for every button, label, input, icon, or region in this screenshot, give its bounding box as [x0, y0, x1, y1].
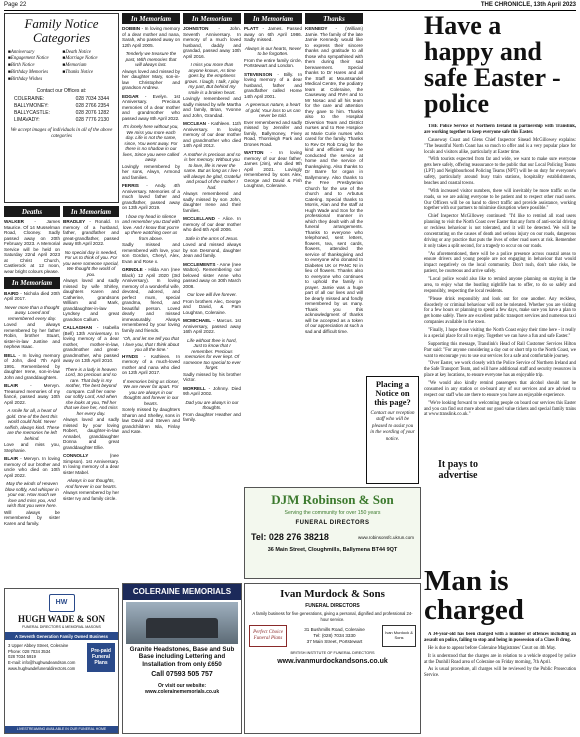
ad-phone: Call 07593 505 757 [151, 671, 213, 679]
section-header-memoriam: In Memoriam [244, 13, 302, 24]
article-paragraph: THE Police Service of Northern Ireland in partnership with Translink, are working together to keep everyone safe this Easter. [424, 124, 576, 135]
notice-entry: Always loved and sadly missed by wife Shirley, daughters Karen and Catherine, grandsons William and Mark, granddaughter-in-law Lyndsey and great grandson Callum. [63, 278, 119, 322]
headstone-image [126, 602, 238, 644]
category-item: ■ Anniversary [8, 50, 61, 56]
notice-verse: A generous nature, a heart of gold, Your loss to us can never be told. [245, 102, 301, 119]
notice-entry: Sadly missed by his brother Victor. [183, 371, 241, 383]
column-3 [122, 13, 180, 581]
page-number: Page 22 [4, 2, 27, 9]
notice-entry: Lovingly remembered by her sons, Alwyn, Armond and families. [122, 163, 180, 180]
section-header-deaths: Deaths [4, 206, 60, 217]
ad-address: 31 Bushmills Road, Coleraine Tel: (028) 7034 3330 37 Main Street, Portstewart [304, 626, 365, 645]
ad-business-name: HUGH WADE & SON [17, 614, 106, 624]
notice-entry: Always loved and sadly missed by your loving Robert, daughter-in-law Annabel, granddaughter Donna and great granddaughter Ellie. [63, 417, 119, 450]
category-list [8, 50, 115, 83]
notice-entry: MCCLELLAND - Alice. In memory of our dear mother who died 6th April 2006. [183, 216, 241, 233]
ad-coleraine-memorials [122, 583, 242, 734]
notice-verse: Always in our hearts, Never to be forgotten. [244, 45, 302, 57]
article-paragraph: As is usual procedure, all charges will be reviewed by the Public Prosecution Service. [424, 667, 576, 679]
notice-entry: GRINDLE - Hilda Ann (nee Black) 12 April 2020 (3rd Anniversary). In loving memory of a wonderful wife, devoted, adored, and perfect mum, special grandma, friend, and beautiful person. Loved dearly and missed immeasurably. Always remembered by your loving family and friends. [122, 267, 180, 333]
notice-verse: 'Oh, and let me tell you that I love you, that I think about you all the time.' [122, 336, 180, 353]
advertise-slogan: It pays to advertise [437, 459, 478, 481]
ad-offer: Granite Headstones, Base and Sub Base including Lettering and Installation from only £650 [129, 645, 235, 668]
article-paragraph: Supporting this message, Translink's Head of Rail Customer Services Hilton Parr said: "For anyone considering a day out or short trip to the North Coast, we want to encourage you to use our services for a safe and comfortable journey. [424, 341, 576, 359]
page-header [4, 2, 576, 11]
article-paragraph: "With increased visitor numbers, there will inevitably be more traffic on the roads, so we are asking everyone to be patient and to respect other road users. Our Officers will be on hand to direct traffic and provide assistance, working together with our partners to minimise disruption where possible." [424, 188, 576, 212]
notice-entry: BELL - In loving memory of John, died 7th April 1991. Remembered by daughter Irene, son-in-law John and granddaughters. [4, 352, 60, 380]
notice-entry: EDGAR - Evelyn. 1st Anniversary. Precious memories of a dear mother and grandmother who passed away 8th April 2022. [122, 93, 180, 121]
notice-entry: Sadly missed and remembered with love, your son Gordon, Cheryl, Alex, Evan and Rose x. [122, 242, 180, 264]
article-paragraph: "Local police would also like to remind anyone planning on staying in the area, to enjoy what the bustling nightlife has to offer, to do so safely and responsibly, respecting the local residents. [424, 277, 576, 294]
ad-tagline: A Seventh Generation Family Owned Business [5, 632, 118, 640]
notice-entry: Always remembered and sadly missed by son John, daughter Irene and their families. [183, 191, 241, 213]
notice-verse: Dad you are always in our thoughts. [185, 399, 239, 411]
article-paragraph: He is due to appear before Coleraine Magistrates' Court on 4th May. [428, 645, 557, 651]
notice-entry: Loved and missed always by son Desmond, daughter Jean and family. [183, 242, 241, 259]
notice-verse: A mother is precious and so is her memory. Without you to love, life is never the same. But as long as I live I will always be glad, Grateful and proud of the mother I had. [183, 151, 241, 190]
notice-entry: PLATT - James. Passed away on 6th April 1986. Sadly missed. [244, 26, 302, 43]
notice-entry: HYNDS - Kathleen. In memory of a much-loved mother and nana who died on 12th April 2017. [122, 353, 180, 376]
notice-entry: From brothers Alec, George and David, & Pam Loughran, Coleraine. [183, 298, 241, 315]
notice-entry: MCMICHAEL - Marcus. 1st Anniversary, passed away 16th April 2022. [183, 318, 241, 335]
column-4 [183, 13, 241, 581]
news-article-easter [424, 124, 576, 567]
notice-entry: MCCLEAN - Kathleen. 11th Anniversary. In loving memory of our dear mother and grandmother who died 14th April 2012. [183, 121, 241, 149]
ad-description: A family business for five generations, giving a personal, dignified and professional 24-hour service. [252, 611, 413, 622]
ad-ivan-murdock [244, 583, 421, 734]
notice-entry: Always loved and missed by her daughter Mary, son-in-law Christopher and grandson Andrew. [122, 68, 180, 91]
ad-service: FUNERAL DIRECTORS [295, 519, 370, 526]
ad-business-name: Ivan Murdock & Sons [280, 588, 385, 600]
column-1 [4, 206, 60, 584]
ad-subtitle: FUNERAL DIRECTORS & MEMORIAL MASONS [22, 624, 101, 629]
article-paragraph: "As aforementioned, there will be a police presence across coastal areas to ensure drivers and young people are not engaging in behaviour that would impact negatively on the local community. Don't rush, don't take risks, be patient, be courteous and arrive safely. [424, 251, 576, 275]
notice-verse: A smile for all, a heart of gold. One of the best this world could hold. Never selfish, always kind. These are the memories he left behind. [4, 408, 60, 441]
notice-entry: Love and miss you, Stephanie. [4, 442, 60, 453]
family-notice-title: Family Notice Categories [24, 16, 99, 46]
contact-heading: Contact our Offices at: [36, 88, 87, 95]
notice-entry: STEVENSON - Billy. In loving memory of a dear husband, father and grandfather called Home 14th April 2001. [244, 71, 302, 99]
notice-verse: I bow my head in silence and remember you Dad with love. And I know that you're up there watching over us from above. [122, 213, 180, 241]
office-row: LIMAVADY: 028 7776 2130 [14, 116, 109, 123]
notice-entry: Always remembered by her sister Ivy and family circle. [63, 490, 119, 501]
column-5 [244, 13, 302, 483]
notice-verse: No special day is needed, For us to think of you. For you were someone special, We thought the world of you. [63, 249, 119, 277]
notice-verse: Our love will live forever. [187, 292, 237, 298]
section-header-memoriam: In Memoriam [122, 13, 180, 24]
notice-entry: Will always be remembered by sister Karen and family. [4, 509, 60, 526]
ad-subtitle: Serving the community for over 150 years [284, 509, 381, 516]
ad-footer: LIVESTREAMING AVAILABLE IN OUR FUNERAL HOME [5, 726, 118, 733]
notice-entry: MCCLEMENTS - Anne (nee Walton). Remembering our beloved sister Anne who passed away on 30th March 2008. [183, 261, 241, 289]
ad-business-name: DJM Robinson & Son [271, 492, 394, 507]
hugh-wade-logo: HW [49, 594, 75, 612]
notice-verse: Life without thee is hard, Just to know that I remember. Precious memories for ever kept. Of someone too special to ever forget. [183, 337, 241, 371]
article-paragraph: It is understood that the charges are in relation to a vehicle stopped by police at the Dunhill Road area of Coleraine on Friday morning, 7th April. [424, 653, 576, 665]
notice-verse: May the winds of Heaven blow softly, And whisper in your ear. How much we love and miss you, And wish that you were here. [5, 481, 59, 509]
placing-notice-title: Placing a Notice on this page? [374, 379, 411, 407]
category-item: ■ Birthday Memories [8, 70, 61, 76]
notice-entry: Loved and always remembered by her father Robin, brother Stuart, sister-in-law Justine and nephew Isaac. [4, 322, 60, 350]
notice-verse: If memories bring us closer, We are never far apart. For you are always in our thoughts and forever in our hearts. [122, 378, 180, 406]
notice-verse: Always in our thoughts, And forever in our hearts. [65, 478, 117, 489]
ad-website: Or visit our website: www.colerainememorials.co.uk [144, 682, 220, 695]
headline-man-charged: Man is charged [424, 565, 524, 626]
category-item: ■ Death Notice [63, 50, 116, 56]
perfect-choice-logo: Perfect Choice Funeral Plans [249, 625, 287, 647]
notice-entry: CONNOLLY (nee Simpson). 1st Anniversary. In loving memory of a dear sister Mabel. [63, 453, 119, 475]
ad-website: www.robinsonsfc.ukrun.com [357, 534, 414, 540]
notice-entry: FERRIS - Andy. 4th Anniversary. Memories of a much loved father and grandfather, passed away on 13th April 2019. [122, 183, 180, 211]
ad-address: 36 Main Street, Cloughmills, Ballymena BT44 9QT [267, 546, 398, 553]
ad-hugh-wade [4, 588, 119, 734]
column-6 [305, 13, 363, 483]
publication-date: THE CHRONICLE, 13th April 2023 [480, 2, 576, 9]
notice-verse: It's lonely here without you, We miss you more each day. Life is not the same, since, You went away. For there is no shadow in our lives, Since you were called away. [122, 124, 180, 163]
ad-service: FUNERAL DIRECTORS [305, 603, 360, 610]
column-2 [63, 206, 119, 584]
notice-entry: Sorely missed by daughters Sharon and Shelley, sons in law David and Steven and grandchildren Isla, Finlay and Kate. [122, 407, 180, 435]
ad-phone: Tel: 028 276 38218 [251, 532, 329, 543]
category-item: ■ Birth Notice [8, 63, 61, 69]
news-article-charged [424, 632, 576, 732]
notice-entry: BLAIR - Mervyn. In loving memory of our brother and uncle who died on 10th April 2022. [4, 456, 60, 478]
section-header-memoriam: In Memoriam [4, 277, 60, 288]
ad-djm-robinson [244, 487, 421, 579]
ad-address: 3 Upper Abbey Street, Coleraine Phone: 028 7034 3534 028 7034 5919 E-mail: info@hughwadeandson.com www.hughwadefuneraldirectors.com [8, 643, 76, 671]
notice-entry: DOBBIN - In loving memory of a dear mother and nana, Sarah, who passed away on 12th April 2005. [122, 26, 180, 48]
prepaid-plans-badge: Pre-paid Funeral Plans [87, 643, 115, 671]
notice-entry: Ever remembered and sadly missed by Jennifer and family, Ballymoney, Fivey Road, Thornleigh Park and Drones Road. [244, 119, 302, 147]
article-paragraph: "With tourists expected from far and wide, we want to make sure everyone gets here safely, offering reassurance to the public that our Local Policing Teams (LPT) and Neighbourhood Policing Teams (NPT) will be on duty for everyone's safety, particularly around busy train stations, hospitality establishments, beaches and coastal towns. [424, 157, 576, 186]
article-paragraph: "Finally, I hope those visiting the North Coast enjoy their time here - it really is a special place for all to enjoy. Together we can have a fun and safe Easter." [424, 328, 576, 339]
article-paragraph: Causeway Coast and Glens Chief Inspector Sinead McGillowey explains: "The beautiful North Coast has so much to offer and is a very popular place for locals and visitors alike, particularly at Easter time. [424, 137, 576, 155]
category-item: ■ Marriage Notice [63, 56, 116, 62]
notice-verse: Tenderly we treasure the past, With memories that will always last. [125, 51, 177, 68]
notice-entry: Lovingly remembered and sadly missed by wife Martha and family, Brian, Yvonne and John, Grandad. [183, 96, 241, 118]
article-paragraph: "We would also kindly remind passengers that alcohol should not be consumed in any station or on-board any of our services and are advised to respect our staff who are there to ensure you have an enjoyable experience. [424, 381, 576, 398]
family-notice-note: We accept images of individuals in all of the above categories [10, 128, 113, 140]
placing-notice-body: Contact our reception staff who will be pleased to assist you in the wording of your notice. [370, 410, 415, 442]
notice-entry: BLAIR - Mervyn. Treasured memories of my fiancé, passed away 10th April 2022. [4, 383, 60, 405]
office-row: BALLYMONEY: 028 2766 2354 [14, 103, 109, 110]
ad-website: www.ivanmurdockandsons.co.uk [277, 657, 388, 665]
notice-entry: CALLAGHAN - Isabella (Bell) 13th Anniversary. In loving memory of a dear mother, mother-in-law, grandmother and great-grandmother, who passed away on 13th April 2010. [63, 325, 119, 364]
family-notice-box [4, 13, 119, 203]
headline-easter: Have a happy and safe Easter - police [424, 11, 561, 118]
ivan-murdock-logo: Ivan Murdock & Sons [382, 625, 416, 647]
article-paragraph: "We're looking forward to welcoming people on board our services this Easter and you can find out more about our good value tickets and special family trains at www.translink.co.uk." [424, 400, 576, 418]
notice-entry: BRADLEY - Ronald. In memory of a husband, father, grandfather and great-grandfather, passed away 8th April 2022. [63, 219, 119, 247]
article-paragraph: "Please drink responsibly and look out for one another. Any reckless, disorderly or criminal behaviour will not be tolerated. Whether you are visiting for a few hours or planning to spend a few days, make sure you have a plan to get home safely. There are excellent public transport services and numerous taxi companies available in the town. [424, 296, 576, 326]
article-paragraph: Chief Inspector McGillowey continued: "I'd like to remind all road users planning to visit the North Coast over Easter that any form of anti-social driving or reckless behaviour is not tolerated, and it will be detected. We will be concentrating on the causes of death and serious injury on our roads, dangerous driving or any practice that puts the lives of other road users at risk. Remember it only takes a split second, for a tragedy to occur on our roads. [424, 214, 576, 249]
notice-entry: From the entire family circle, Portstewart and London. [244, 57, 302, 69]
office-row: COLERAINE: 028 7034 3344 [14, 96, 109, 103]
notice-verse: Never more than a thought away. Loved and remembered every day. [4, 304, 60, 321]
article-paragraph: "Over Easter, we work closely with the Police Service of Northern Ireland and the Safe Transport Team, and will have additional staff and security resources in place at key locations, to ensure everyone has an enjoyable trip. [424, 361, 576, 379]
category-item: ■ Birthday Wishes [8, 77, 61, 83]
placing-notice-box [366, 376, 419, 484]
category-item: ■ Thanks Notice [63, 70, 116, 76]
notice-entry: WALKER - James Maurice. Of 14 Musselman Road, Clooney. Sadly passed away on 20th February 2023. A Memorial Service will be held on Saturday 22nd April 2023 at Christ Church, Castlerock at 12 noon, wear bright colours please. [4, 219, 60, 274]
notice-entry: MORRELL - Johnny. Died 9th April 2002. [183, 385, 241, 397]
category-item: ■ Memoriam [63, 63, 116, 69]
notice-entry: WATTON - In loving memory of our dear father, James (Jim), who died 9th April 2021. Lovingly remembered by sons Alex, George and David & Fish Loughran, Coleraine. [244, 150, 302, 189]
notice-entry: KENNEDY - (William) Jamie. The family of the late Jamie Kennedy would like to express their sincere thanks and gratitude to all those who sympathised with them during their sad bereavement. Special thanks to Dr Hares and all the Staff at Mountsandel Medical Centre, the podiatry team at Coleraine, the Causeway and RVH and to Mr Nosac and all his team for the care and attention they gave to him. Thanks also to the Hospital Diversion Team and District nurses and to Ree Hospice at Marie Curie nurses who cared for the family. Thanks to Rev Dr Rob Craig for the kind and efficient way he conducted the service at home and the service of thanksgiving. Also thanks to Dr Barre for organ in Ballymoney. Also thanks to the Free Presbyterian Church for the use of the church and to Arbutus Catering. Special thanks to Morris, Alan and the staff at Hugh Wade and Son for the professional manner in which they dealt with all the funeral arrangements. Thanks to everyone who telephoned, sent letters, flowers, tea, sent cards, flowers, attended the service of thanksgiving and to everyone who donated to Diabetes UK or PANC NI in lieu of flowers. Thanks also to everyone who continues to uphold the family in prayer. Jamie was a huge part of all our lives and will be dearly missed and fondly remembered by us many. Thank you this acknowledgment of thanks will be accepted as a token of our appreciation at such a sad and difficult time. [305, 26, 363, 334]
section-header-memoriam: In Memoriam [183, 13, 241, 24]
ad-business-name: COLERAINE MEMORIALS [123, 584, 241, 600]
notice-entry: From daughter Heather and family. [183, 411, 241, 423]
notice-entry: JOHNSTON - John. Seventh Anniversary. In memory of a much loved husband, daddy and grandad, passed away 10th April 2016. [183, 26, 241, 59]
section-header-memoriam: In Memoriam [63, 206, 119, 217]
notice-verse: There is a lady in heaven Lord, So precious and so rare. That lady is my mother, The best beyond compare. Call her name our softly Lord, And when she looks at you, Tell her that we love her, And miss her every day. [64, 366, 118, 416]
notice-entry: BAIRD - Nichola died 20th April 2017. [4, 290, 60, 302]
article-paragraph: A 34-year-old has been charged with a number of offences including an assault on police, failing to stop and being in possession of a Class B drug. [424, 632, 576, 643]
section-header-thanks: Thanks [305, 13, 363, 24]
category-item: ■ Engagement Notice [8, 56, 61, 62]
ad-accreditation: BRITISH INSTITUTE OF FUNERAL DIRECTORS [290, 651, 375, 656]
notice-verse: I miss you more than anyone knows, As time goes by, the emptiness grows. I laugh, I talk, I play my part, But behind my smile is a broken heart. [184, 62, 240, 95]
office-row: BALLYCASTLE: 028 2076 1282 [14, 109, 109, 116]
notice-verse: Safe in the arms of Jesus. [185, 235, 239, 241]
